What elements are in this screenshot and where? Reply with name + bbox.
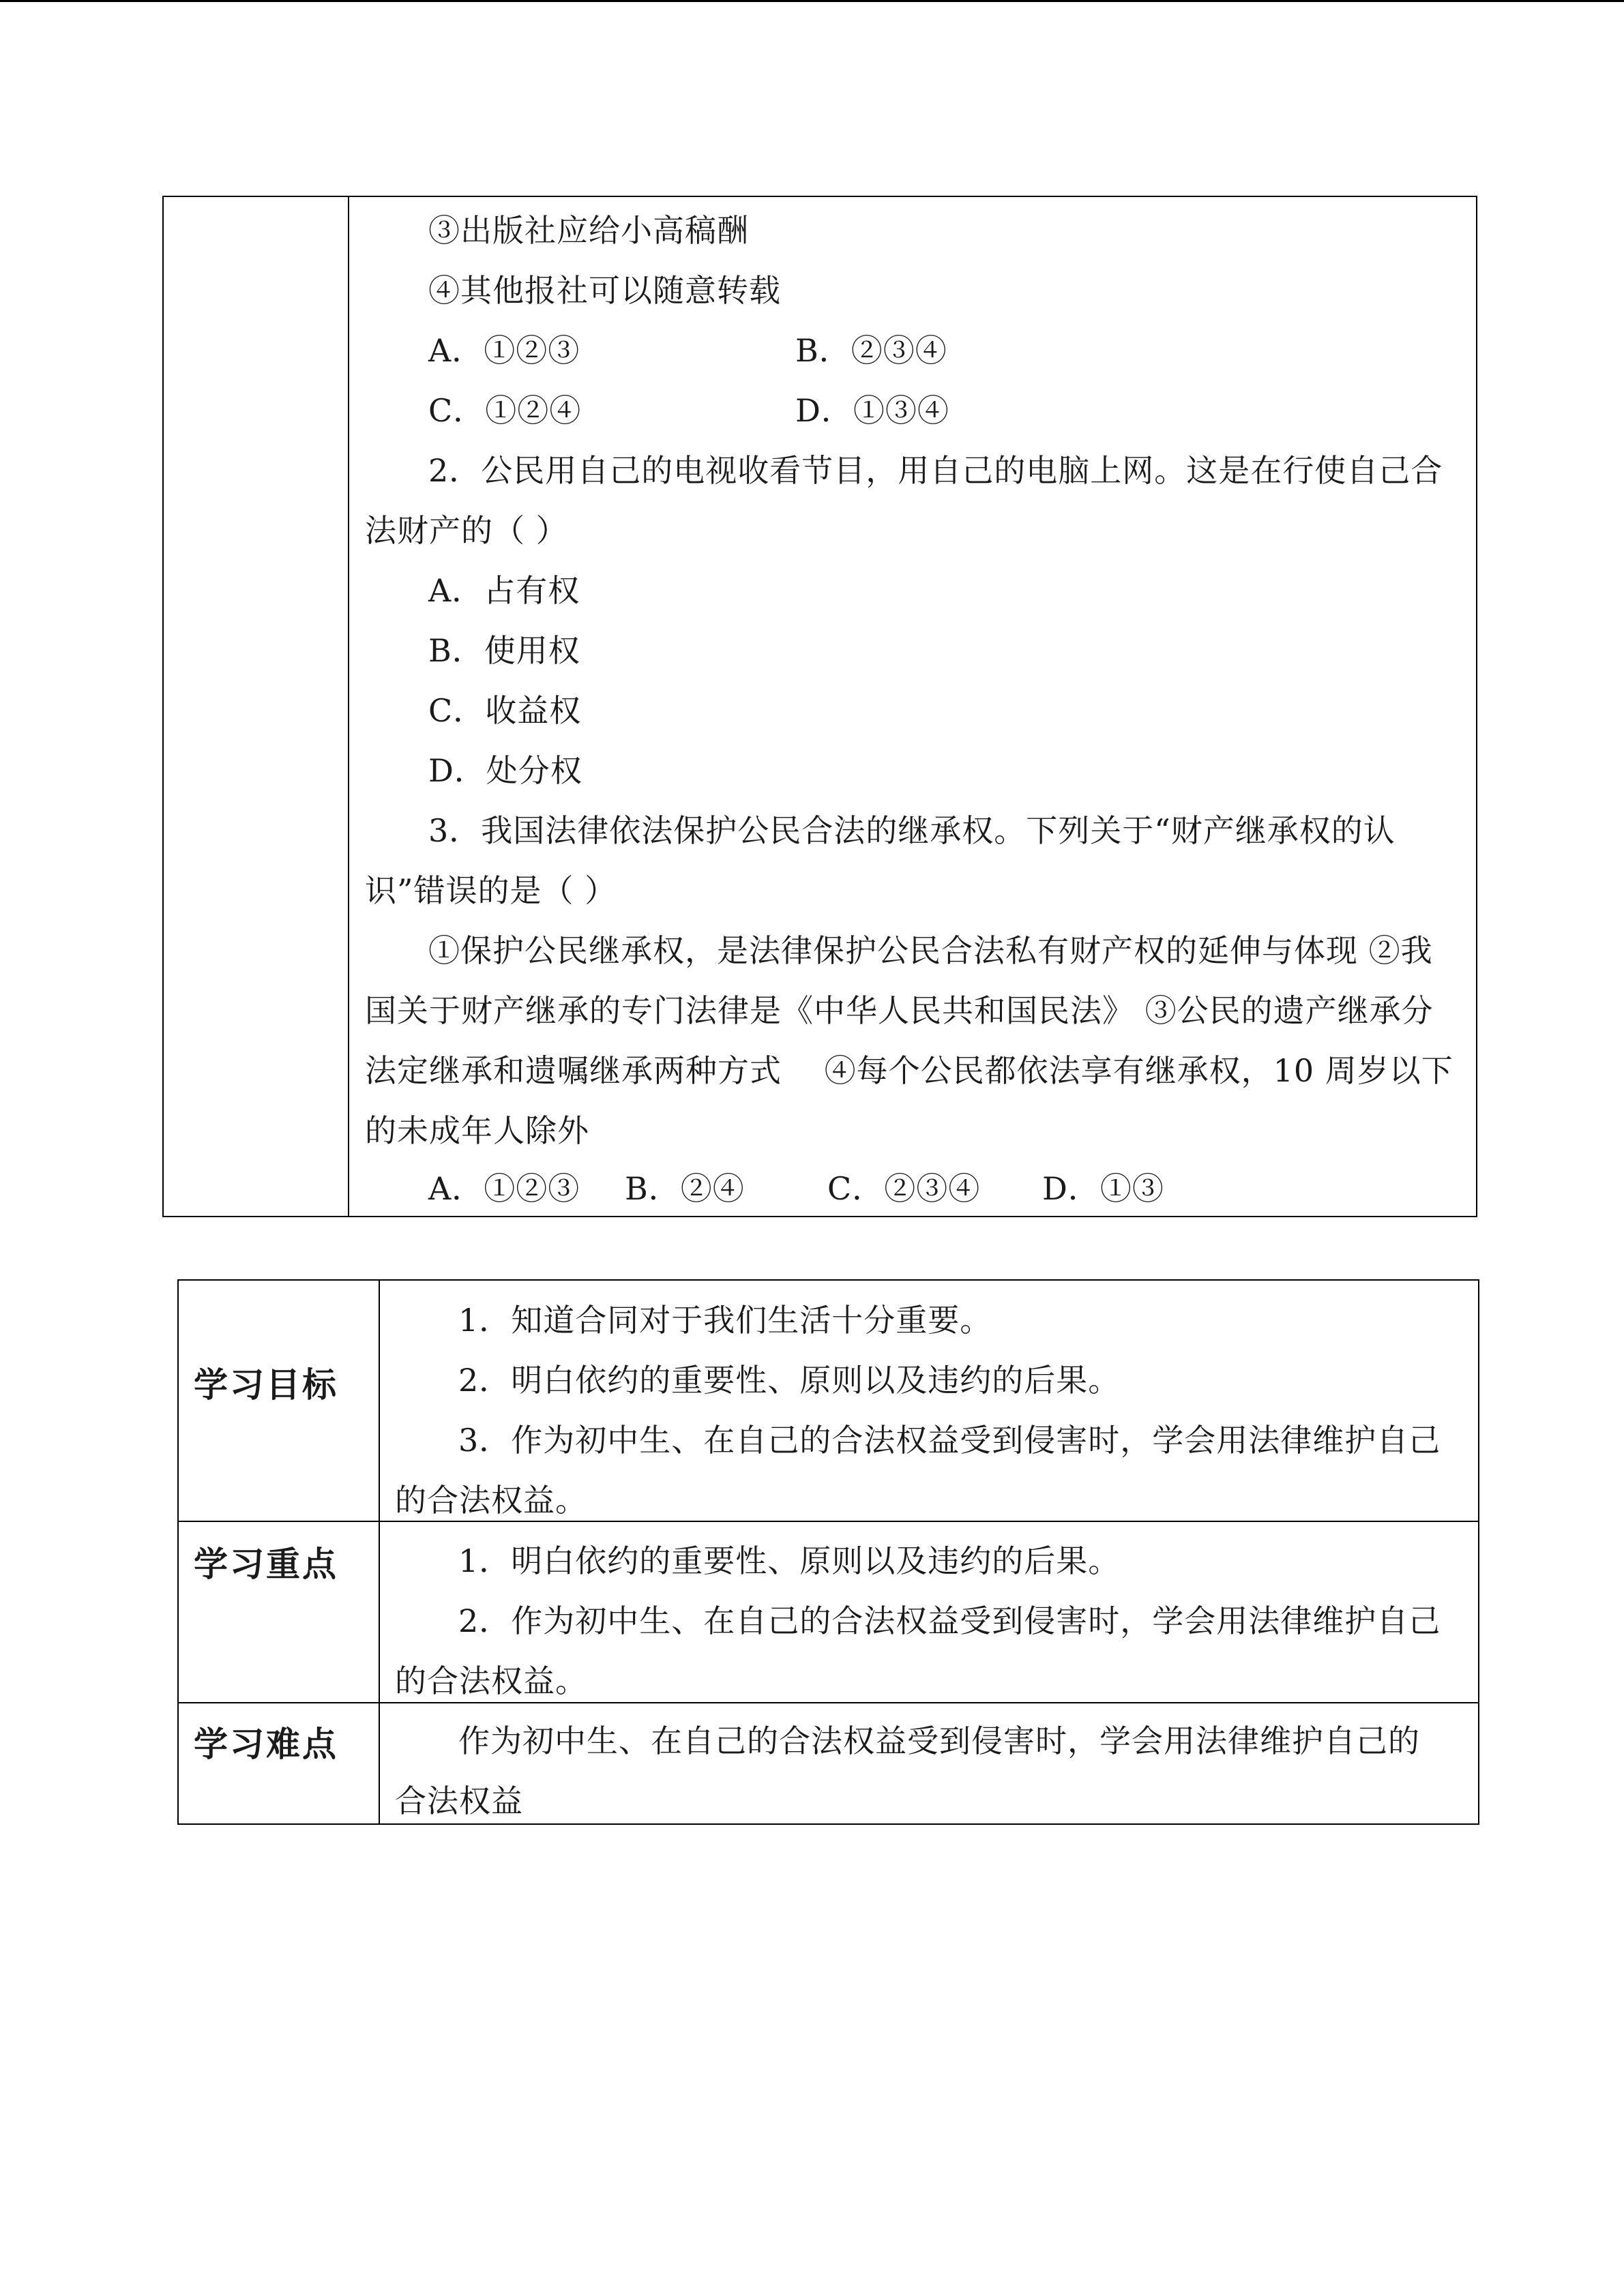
objectives-label: 学习目标 (194, 1365, 338, 1405)
question-table (162, 196, 1477, 1217)
q3-choice-b: B．②④ (625, 1170, 745, 1207)
question-table-left-column (164, 197, 349, 1216)
key-points-line-3: 的合法权益。 (395, 1663, 587, 1699)
q1-choice-b: B．②③④ (795, 332, 947, 369)
q3-choice-c: C．②③④ (827, 1170, 981, 1207)
q3-choice-d: D．①③ (1042, 1170, 1164, 1207)
q2-choice-d: D．处分权 (428, 752, 582, 789)
study-table-row-divider-2 (179, 1702, 1478, 1703)
q2-choice-c: C．收益权 (428, 692, 582, 729)
q3-statement-line-3: 法定继承和遗嘱继承两种方式 ④每个公民都依法享有继承权，10 周岁以下 (365, 1052, 1453, 1089)
study-table (177, 1279, 1479, 1825)
study-table-row-divider-1 (179, 1521, 1478, 1522)
q2-stem-line-1: 2．公民用自己的电视收看节目，用自己的电脑上网。这是在行使自己合 (428, 452, 1443, 489)
q1-option-4: ④其他报社可以随意转载 (428, 272, 781, 309)
objectives-line-1: 1．知道合同对于我们生活十分重要。 (458, 1302, 992, 1339)
q3-statement-line-2: 国关于财产继承的专门法律是《中华人民共和国民法》 ③公民的遗产继承分 (365, 992, 1434, 1029)
q3-statement-line-4: 的未成年人除外 (365, 1112, 589, 1149)
q2-choice-b: B．使用权 (428, 632, 580, 669)
objectives-line-4: 的合法权益。 (395, 1482, 587, 1519)
objectives-line-2: 2．明白依约的重要性、原则以及违约的后果。 (458, 1362, 1121, 1399)
difficulties-line-1: 作为初中生、在自己的合法权益受到侵害时，学会用法律维护自己的 (458, 1723, 1420, 1759)
q3-stem-line-1: 3．我国法律依法保护公民合法的继承权。下列关于“财产继承权的认 (428, 812, 1396, 849)
key-points-line-2: 2．作为初中生、在自己的合法权益受到侵害时，学会用法律维护自己 (458, 1602, 1441, 1639)
key-points-line-1: 1．明白依约的重要性、原则以及违约的后果。 (458, 1542, 1121, 1579)
q3-choice-a: A．①②③ (428, 1170, 580, 1207)
q1-option-3: ③出版社应给小高稿酬 (428, 212, 749, 249)
q1-choice-d: D．①③④ (795, 392, 949, 429)
q2-choice-a: A．占有权 (428, 572, 580, 609)
difficulties-line-2: 合法权益 (395, 1783, 523, 1819)
q1-choice-a: A．①②③ (428, 332, 580, 369)
page-top-border (0, 0, 1624, 2)
q3-statement-line-1: ①保护公民继承权，是法律保护公民合法私有财产权的延伸与体现 ②我 (428, 932, 1433, 969)
q3-stem-line-2: 识”错误的是（ ） (365, 872, 617, 909)
q2-stem-line-2: 法财产的（ ） (365, 512, 568, 549)
objectives-line-3: 3．作为初中生、在自己的合法权益受到侵害时，学会用法律维护自己 (458, 1422, 1441, 1459)
q1-choice-c: C．①②④ (428, 392, 582, 429)
study-table-column-divider (379, 1281, 380, 1823)
difficulties-label: 学习难点 (194, 1725, 338, 1764)
key-points-label: 学习重点 (194, 1545, 338, 1584)
